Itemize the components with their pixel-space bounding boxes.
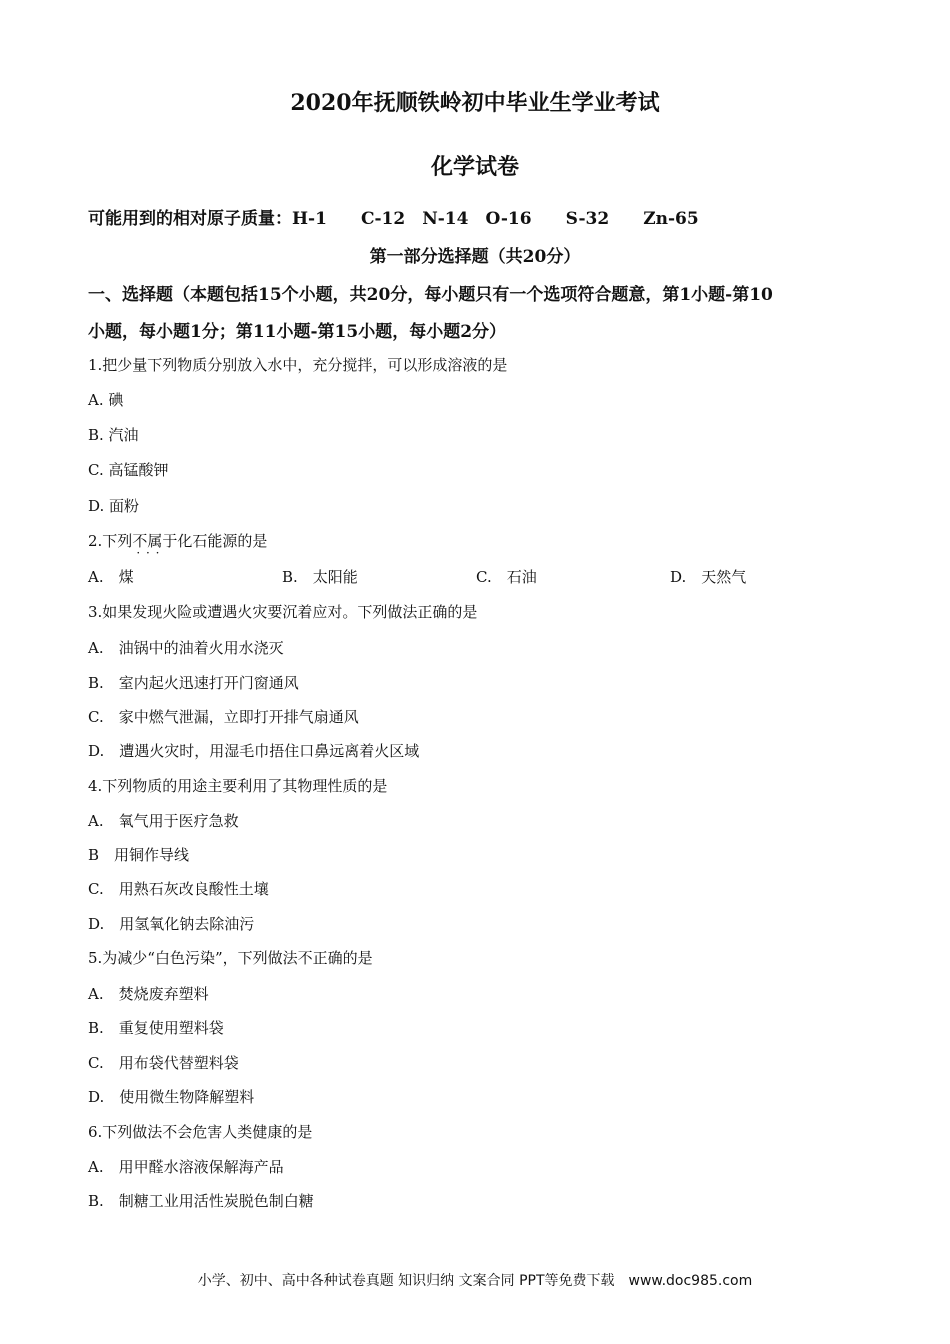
- question-6-option-a: A. 用甲醛水溶液保解海产品: [88, 1158, 284, 1176]
- question-4-option-d: D. 用氢氧化钠去除油污: [88, 915, 255, 933]
- question-2-stem-emphasis: 不属于 · · ·: [132, 532, 177, 550]
- question-6-stem: 6.下列做法不会危害人类健康的是: [88, 1123, 313, 1141]
- question-1-option-a: A. 碘: [88, 391, 124, 409]
- question-2-option-c: C. 石油: [476, 568, 537, 586]
- question-2-stem-post: 化石能源的是: [177, 532, 268, 550]
- question-6-option-b: B. 制糖工业用活性炭脱色制白糖: [88, 1192, 314, 1210]
- question-2-stem: [88, 530, 267, 551]
- question-2-option-a: A. 煤: [88, 568, 134, 586]
- question-3-option-a: A. 油锅中的油着火用水浇灭: [88, 639, 284, 657]
- question-2-stem-pre: 2.下列: [88, 532, 133, 550]
- question-5-option-d: D. 使用微生物降解塑料: [88, 1088, 255, 1106]
- question-2-option-d: D. 天然气: [670, 568, 747, 586]
- section-instructions-line1: 一、选择题（本题包括15个小题，共20分，每小题只有一个选项符合题意，第1小题-第10: [88, 285, 773, 305]
- question-3-option-d: D. 遭遇火灾时，用湿毛巾捂住口鼻远离着火区域: [88, 742, 420, 760]
- question-4-option-c: C. 用熟石灰改良酸性土壤: [88, 880, 269, 898]
- question-2-option-b: B. 太阳能: [282, 568, 358, 586]
- atomic-masses: 可能用到的相对原子质量：H-1 C-12 N-14 O-16 S-32 Zn-65: [88, 209, 699, 229]
- question-1-option-b: B. 汽油: [88, 426, 139, 444]
- question-1-option-c: C. 高锰酸钾: [88, 461, 169, 479]
- question-3-stem: 3.如果发现火险或遭遇火灾要沉着应对。下列做法正确的是: [88, 603, 478, 621]
- question-4-option-b: B 用铜作导线: [88, 846, 190, 864]
- question-1-option-d: D. 面粉: [88, 497, 140, 515]
- part-heading: 第一部分选择题（共20分）: [369, 247, 581, 267]
- question-5-option-a: A. 焚烧废弃塑料: [88, 985, 209, 1003]
- section-instructions-line2: 小题，每小题1分；第11小题-第15小题，每小题2分）: [88, 322, 507, 342]
- question-3-option-c: C. 家中燃气泄漏，立即打开排气扇通风: [88, 708, 359, 726]
- exam-subtitle: 化学试卷: [430, 154, 519, 180]
- page-footer: 小学、初中、高中各种试卷真题 知识归纳 文案合同 PPT等免费下载 www.doc985.com: [197, 1273, 753, 1289]
- question-5-option-b: B. 重复使用塑料袋: [88, 1019, 224, 1037]
- question-1-stem: 1.把少量下列物质分别放入水中，充分搅拌，可以形成溶液的是: [88, 356, 508, 374]
- question-4-option-a: A. 氧气用于医疗急救: [88, 812, 239, 830]
- question-3-option-b: B. 室内起火迅速打开门窗通风: [88, 674, 299, 692]
- question-5-stem: 5.为减少“白色污染”，下列做法不正确的是: [88, 949, 373, 967]
- question-4-stem: 4.下列物质的用途主要利用了其物理性质的是: [88, 777, 388, 795]
- question-5-option-c: C. 用布袋代替塑料袋: [88, 1054, 239, 1072]
- exam-title: 2020年抚顺铁岭初中毕业生学业考试: [290, 90, 660, 116]
